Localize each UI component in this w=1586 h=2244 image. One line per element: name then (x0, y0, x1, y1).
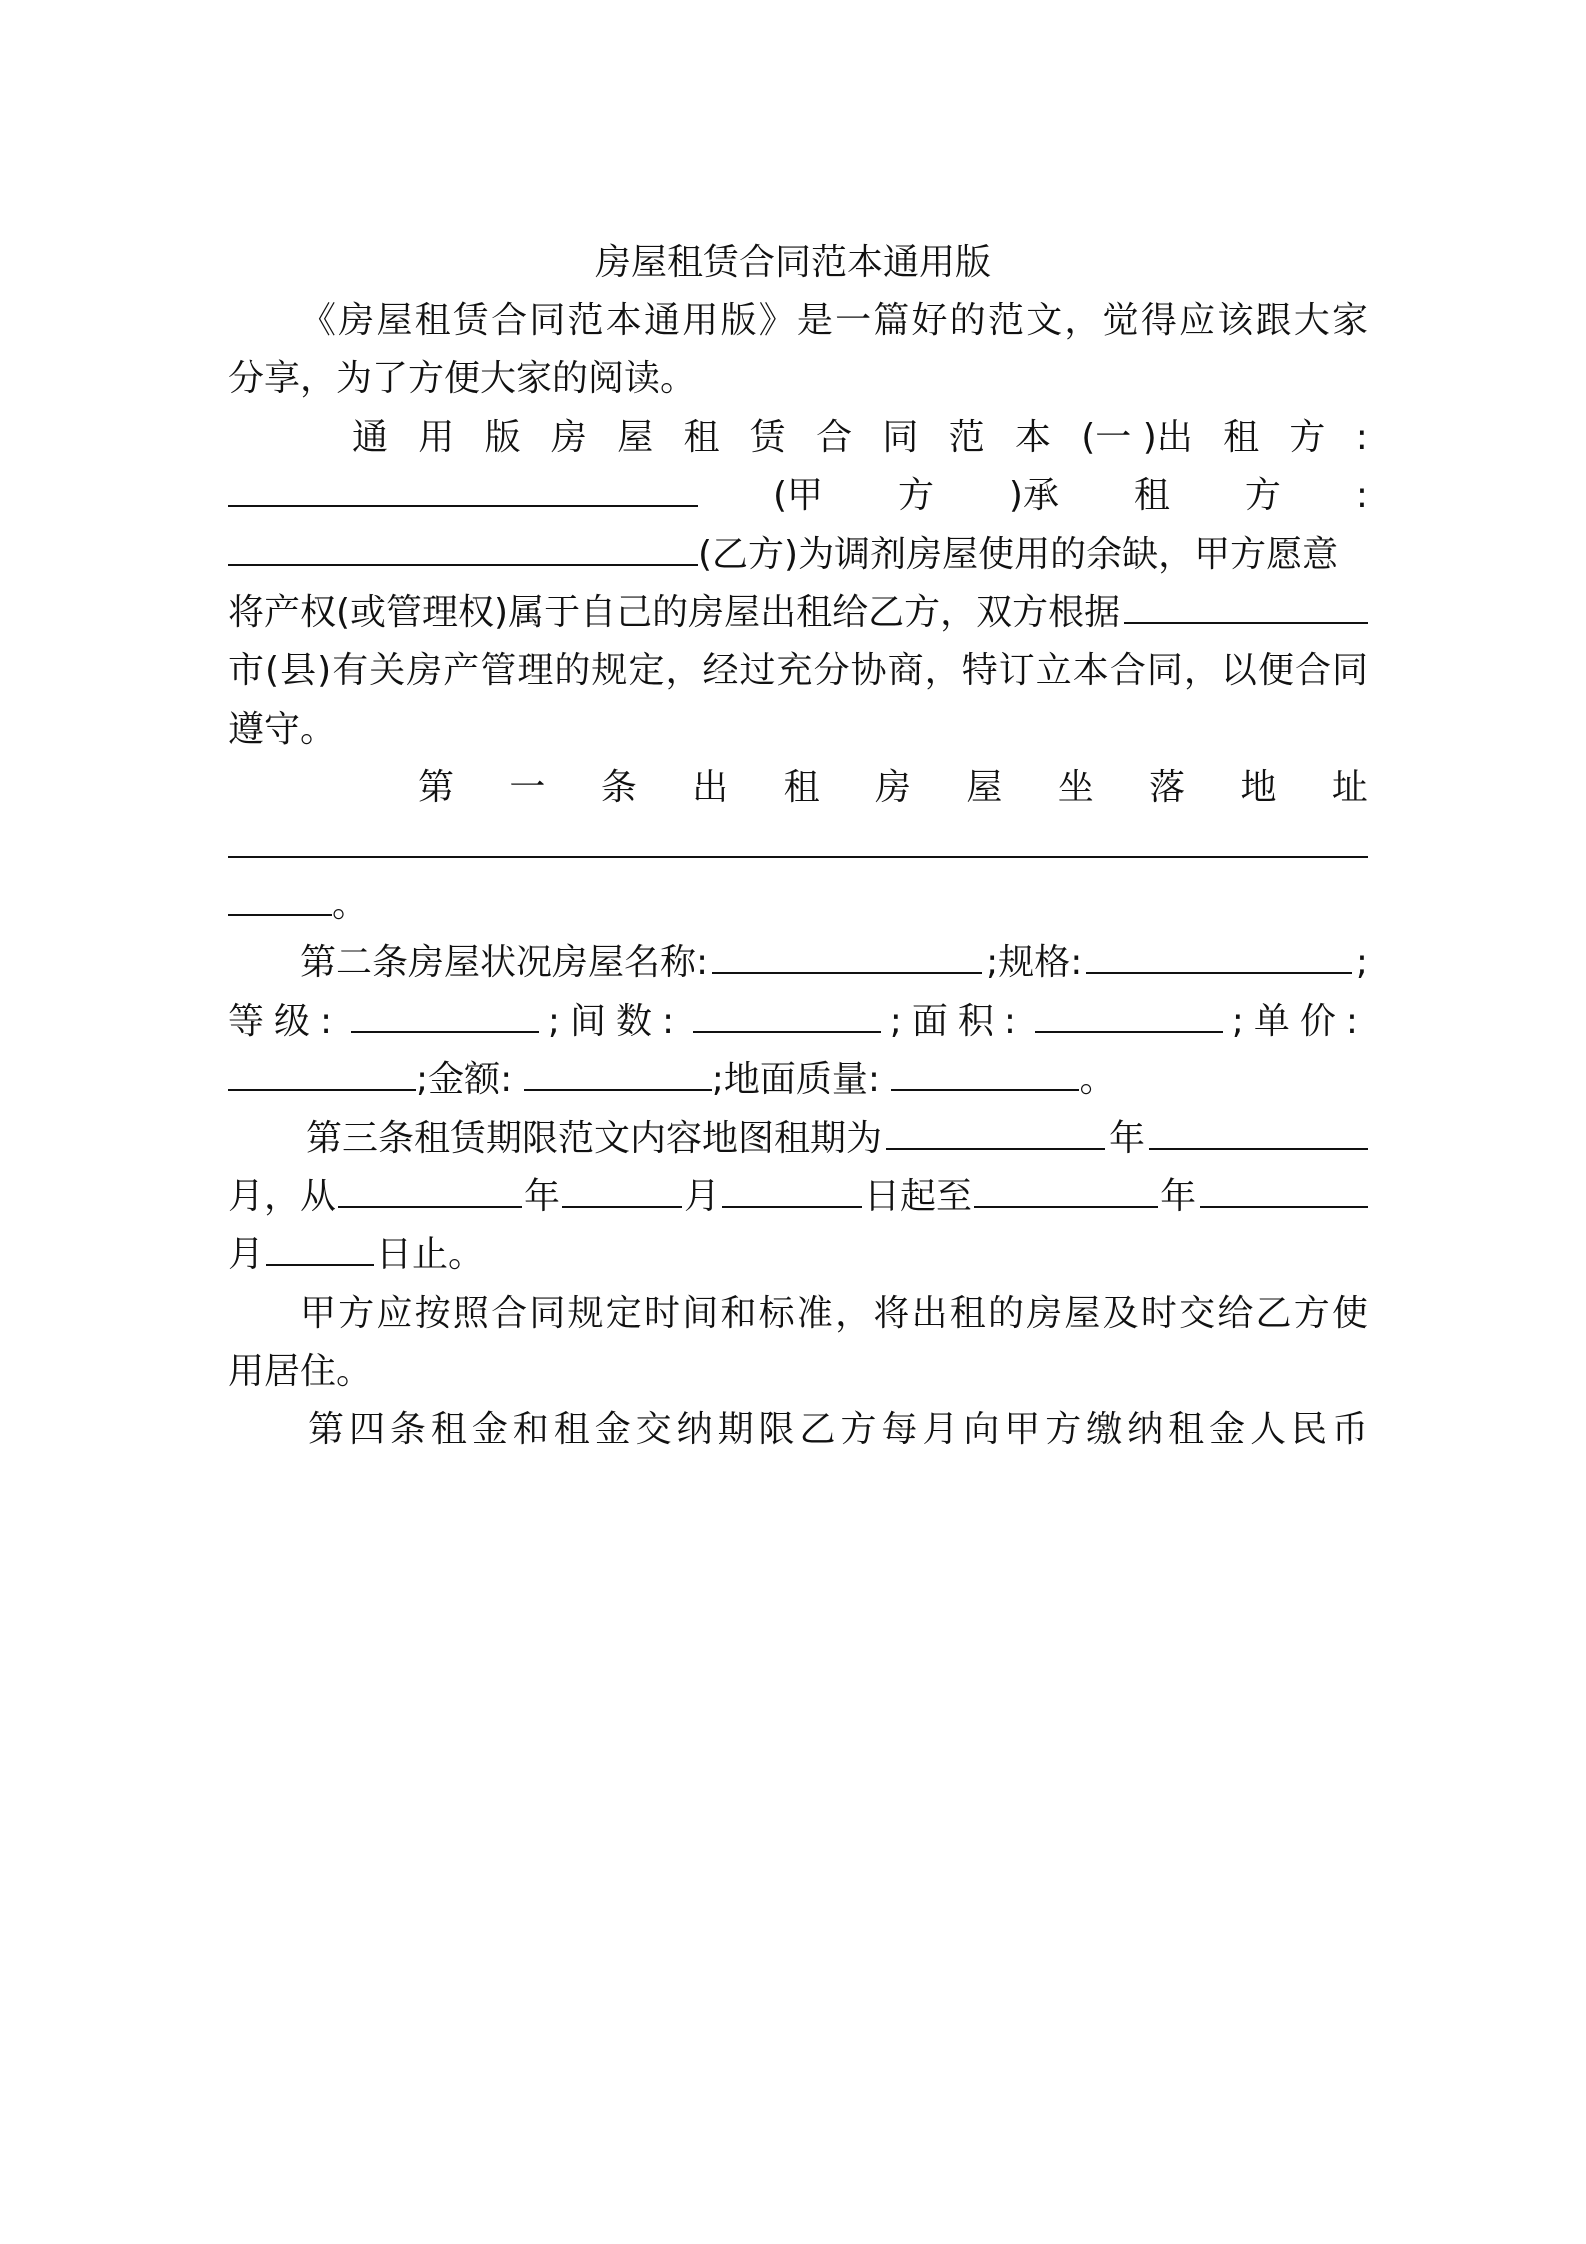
art1-char: 址 (1331, 767, 1368, 808)
sample-heading-char: 租 (1223, 417, 1260, 458)
sample-heading-char: : (1355, 417, 1368, 458)
art1-char: 地 (1240, 767, 1277, 808)
blank-spec[interactable] (1086, 938, 1351, 974)
blank-end-month[interactable] (1200, 1172, 1368, 1208)
blank-lessor[interactable] (228, 471, 698, 507)
art1-address-line (228, 822, 1368, 872)
art2-line-3 (228, 1055, 1368, 1105)
blank-address[interactable] (228, 822, 1368, 858)
sample-heading-char: 范 (948, 417, 985, 458)
party-a-char: : (1355, 475, 1368, 517)
art2-price-label: ;单价: (1231, 1001, 1368, 1043)
sample-heading-char: 本 (1014, 417, 1051, 458)
sample-heading-char: (一 )出 (1081, 417, 1193, 458)
sample-heading-char: 屋 (617, 417, 654, 458)
sample-heading-char: 赁 (749, 417, 786, 458)
para1-line-3: 市(县)有关房产管理的规定，经过充分协商，特订立本合同，以便合同 (228, 650, 1368, 691)
art2-line-1 (300, 938, 1368, 988)
blank-city[interactable] (1124, 588, 1368, 624)
art2-grade-label: 等级: (228, 1001, 343, 1043)
art4-line-1: 第四条租金和租金交纳期限乙方每月向甲方缴纳租金人民币 (308, 1409, 1368, 1450)
blank-house-name[interactable] (712, 938, 982, 974)
art3-start-month-label: 月 (684, 1176, 721, 1218)
art3-end-month-label: 月 (228, 1234, 265, 1276)
deliver-line-2: 用居住。 (228, 1351, 373, 1392)
party-a-char: 方 (897, 475, 934, 517)
para1-line-2-text: 将产权(或管理权)属于自己的房屋出租给乙方，双方根据 (228, 592, 1121, 634)
art3-until-label: 日起至 (864, 1176, 973, 1218)
blank-address-cont[interactable] (228, 880, 332, 916)
art3-start-year-label: 年 (524, 1176, 561, 1218)
art3-stop-label: 日止。 (376, 1234, 485, 1276)
art1-heading (418, 763, 1368, 813)
sample-heading-line (352, 413, 1368, 463)
party-b-text: (乙方)为调剂房屋使用的余缺，甲方愿意 (698, 534, 1339, 576)
party-a-char: (甲 (772, 475, 823, 517)
art3-end-year-label: 年 (1160, 1176, 1197, 1218)
sample-heading-char: 房 (550, 417, 587, 458)
art2-amount-label: ;金额: (416, 1059, 513, 1101)
art1-char: 第 (418, 767, 455, 808)
art3-line-3 (228, 1230, 1368, 1280)
art2-spec-label: ;规格: (986, 942, 1083, 984)
art1-char: 屋 (966, 767, 1003, 808)
art2-spec-end: ; (1355, 942, 1368, 984)
para1-line-4: 遵守。 (228, 709, 337, 750)
art2-end: 。 (1079, 1059, 1116, 1101)
art2-area-label: ;面积: (889, 1001, 1027, 1043)
blank-end-year[interactable] (974, 1172, 1158, 1208)
art1-char: 坐 (1057, 767, 1094, 808)
blank-term-months[interactable] (1149, 1114, 1368, 1150)
art1-char: 一 (509, 767, 546, 808)
deliver-line-1: 甲方应按照合同规定时间和标准，将出租的房屋及时交给乙方使 (300, 1293, 1368, 1334)
document-title: 房屋租赁合同范本通用版 (594, 242, 991, 283)
sample-heading-char: 方 (1289, 417, 1326, 458)
art2-floor-label: ;地面质量: (711, 1059, 880, 1101)
sample-heading-char: 通 (352, 417, 389, 458)
art2-line-2 (228, 997, 1368, 1047)
art2-rooms-label: ;间数: (547, 1001, 685, 1043)
art3-line-1 (306, 1114, 1368, 1164)
blank-area[interactable] (1035, 997, 1223, 1033)
blank-unit-price[interactable] (228, 1055, 416, 1091)
sample-heading-char: 租 (683, 417, 720, 458)
art3-year-label: 年 (1109, 1118, 1146, 1160)
blank-start-month[interactable] (562, 1172, 682, 1208)
party-b-line (228, 530, 1368, 580)
art1-char: 条 (600, 767, 637, 808)
blank-lessee[interactable] (228, 530, 698, 566)
art3-line-2 (228, 1172, 1368, 1222)
party-a-char: )承 (1008, 475, 1059, 517)
art1-char: 租 (783, 767, 820, 808)
sample-heading-char: 合 (816, 417, 853, 458)
sample-heading-char: 用 (418, 417, 455, 458)
blank-grade[interactable] (351, 997, 539, 1033)
para1-line-2 (228, 588, 1368, 638)
party-a-char: 方 (1244, 475, 1281, 517)
sample-heading (352, 413, 1368, 463)
sample-heading-char: 同 (882, 417, 919, 458)
sample-heading-char: 版 (484, 417, 521, 458)
party-a-char: 租 (1133, 475, 1170, 517)
blank-rooms[interactable] (693, 997, 881, 1033)
art2-name-label: 第二条房屋状况房屋名称: (300, 942, 709, 984)
art3-label: 第三条租赁期限范文内容地图租期为 (306, 1118, 883, 1160)
art1-heading-line (418, 763, 1368, 813)
art1-end: 。 (332, 884, 369, 926)
blank-start-day[interactable] (722, 1172, 862, 1208)
art3-from-label: 月，从 (228, 1176, 337, 1218)
art1-char: 落 (1149, 767, 1186, 808)
blank-floor-quality[interactable] (891, 1055, 1079, 1091)
art1-char: 出 (692, 767, 729, 808)
blank-term-years[interactable] (886, 1114, 1105, 1150)
party-a-line (228, 471, 1368, 521)
art1-address-end (228, 880, 1368, 930)
blank-amount[interactable] (524, 1055, 712, 1091)
intro-line-1: 《房屋租赁合同范本通用版》是一篇好的范文，觉得应该跟大家 (300, 300, 1368, 341)
blank-end-day[interactable] (266, 1230, 374, 1266)
art1-char: 房 (874, 767, 911, 808)
intro-line-2: 分享，为了方便大家的阅读。 (228, 358, 697, 399)
blank-start-year[interactable] (338, 1172, 522, 1208)
